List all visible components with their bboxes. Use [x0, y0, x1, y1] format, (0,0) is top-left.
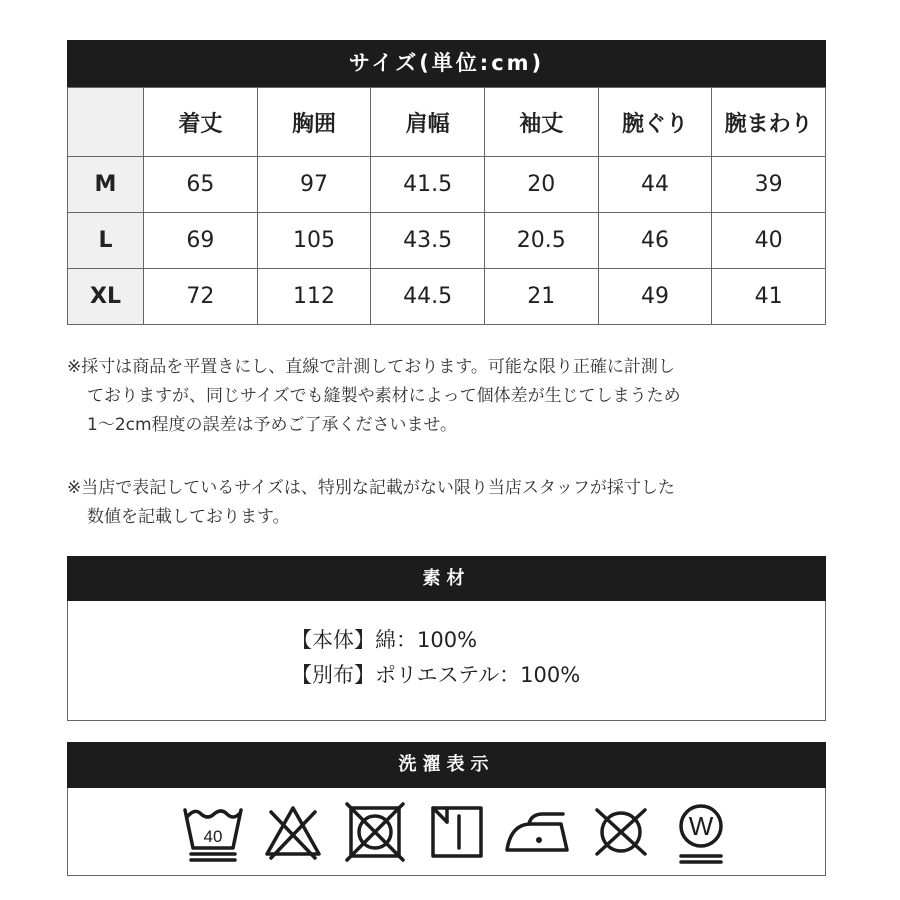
table-cell: 105	[257, 213, 371, 269]
note-line: ※当店で表記しているサイズは、特別な記載がない限り当店スタッフが採寸した	[67, 478, 675, 498]
wet-clean-label: W	[688, 811, 714, 841]
table-row	[68, 269, 826, 325]
table-cell: 40	[712, 213, 826, 269]
table-cell: 39	[712, 157, 826, 213]
iron-low-icon	[503, 802, 575, 862]
note-line: 数値を記載しております。	[87, 507, 290, 527]
column-header: 肩幅	[371, 88, 485, 157]
table-row	[68, 157, 826, 213]
no-dry-clean-icon	[589, 802, 653, 862]
material-accent-line: 【別布】ポリエステル：100%	[291, 663, 581, 687]
table-cell: 20.5	[484, 213, 598, 269]
table-cell: 41	[712, 269, 826, 325]
table-cell: 69	[144, 213, 258, 269]
wet-clean-icon	[669, 802, 733, 866]
row-size-label: L	[68, 213, 144, 269]
measurement-note	[67, 353, 847, 440]
size-section-title: サイズ(単位:cm)	[67, 40, 826, 87]
column-header: 袖丈	[484, 88, 598, 157]
line-dry-shade-icon	[425, 802, 489, 862]
wash-temperature-label: 40	[203, 827, 223, 846]
column-header: 着丈	[144, 88, 258, 157]
table-cell: 97	[257, 157, 371, 213]
table-cell: 72	[144, 269, 258, 325]
wash-section-title: 洗濯表示	[67, 742, 826, 788]
table-cell: 21	[484, 269, 598, 325]
table-cell: 20	[484, 157, 598, 213]
note-line: 1～2cm程度の誤差は予めご了承くださいませ。	[87, 415, 458, 435]
table-cell: 49	[598, 269, 712, 325]
material-body-line: 【本体】綿：100%	[291, 628, 478, 652]
no-bleach-icon	[261, 802, 325, 862]
material-section-title: 素材	[67, 556, 826, 601]
table-corner-cell	[68, 88, 144, 157]
table-row	[68, 213, 826, 269]
table-cell: 44	[598, 157, 712, 213]
material-box	[67, 601, 826, 721]
table-cell: 65	[144, 157, 258, 213]
row-size-label: M	[68, 157, 144, 213]
column-header: 腕ぐり	[598, 88, 712, 157]
wash-40-icon	[181, 802, 245, 862]
size-table	[67, 87, 826, 325]
note-line: ※採寸は商品を平置きにし、直線で計測しております。可能な限り正確に計測し	[67, 357, 675, 377]
note-line: ておりますが、同じサイズでも縫製や素材によって個体差が生じてしまうため	[87, 386, 681, 406]
table-header-row	[68, 88, 826, 157]
row-size-label: XL	[68, 269, 144, 325]
table-cell: 43.5	[371, 213, 485, 269]
table-cell: 41.5	[371, 157, 485, 213]
table-cell: 112	[257, 269, 371, 325]
column-header: 腕まわり	[712, 88, 826, 157]
column-header: 胸囲	[257, 88, 371, 157]
wash-box	[67, 788, 826, 876]
table-cell: 46	[598, 213, 712, 269]
no-tumble-dry-icon	[343, 802, 407, 862]
size-note	[67, 474, 847, 532]
table-cell: 44.5	[371, 269, 485, 325]
